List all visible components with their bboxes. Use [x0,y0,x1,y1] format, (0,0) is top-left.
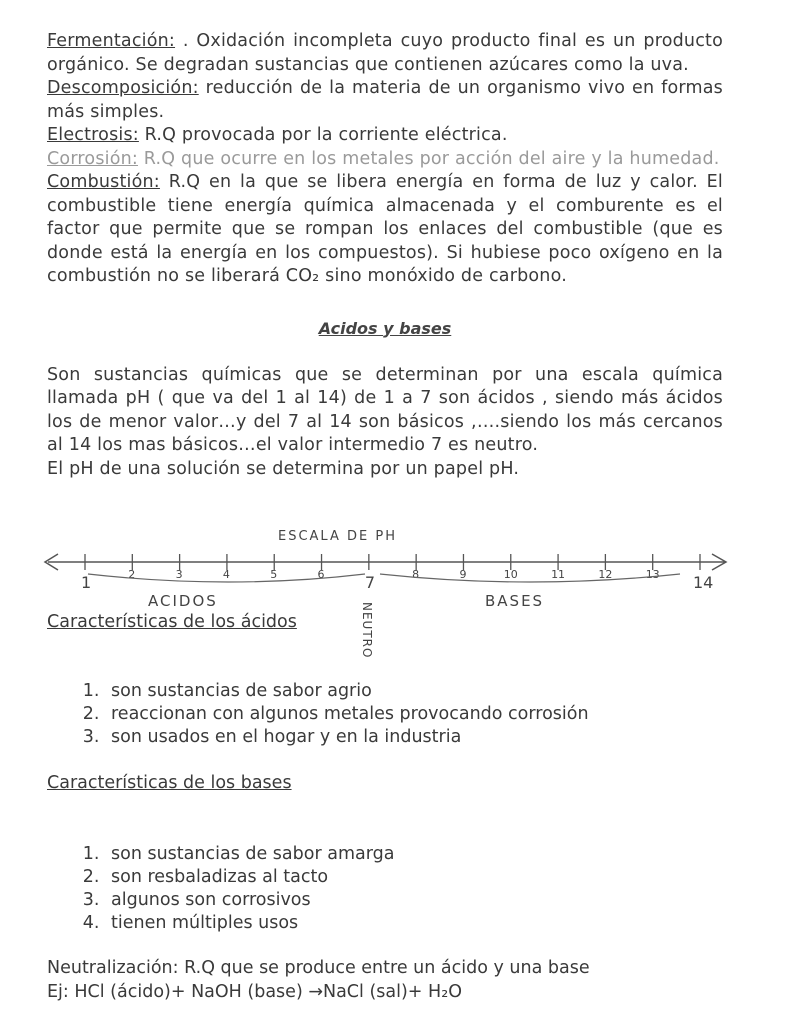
scale-number: 8 [412,568,420,581]
scale-title: ESCALA DE PH [278,529,397,544]
intro-paragraph-2: El pH de una solución se determina por un papel pH. [47,458,520,479]
scale-number: 4 [222,568,230,581]
term-text: R.Q que ocurre en los metales por acción del aire y la humedad. [138,148,720,169]
list-item: 1. son sustancias de sabor agrio [105,680,589,703]
definition-descomposicion [47,77,723,124]
neutral-label: NEUTRO [360,602,374,659]
scale-number: 1 [81,573,92,592]
scale-ticks [81,554,713,592]
acids-heading: Características de los ácidos [47,612,297,632]
scale-number: 13 [645,568,660,581]
scale-number: 14 [693,573,714,592]
definitions-block [47,30,723,481]
ph-scale-diagram [40,520,740,670]
list-item: 4. tienen múltiples usos [105,912,394,935]
definition-electrosis [47,124,723,148]
scale-number: 9 [459,568,467,581]
definition-corrosion [47,148,723,172]
term-label: Descomposición: [47,78,199,98]
section-title: Acidos y bases [318,318,452,338]
term-text: R.Q provocada por la corriente eléctrica. [138,125,508,145]
scale-number: 11 [551,568,566,581]
term-text: R.Q en la que se libera energía en forma de luz y calor. El combustible tiene energía química almacenada y el comburente es el factor que permite que se rompan los enlaces del combustible (que es donde está la energía en los compuestos). Si hubiese poco oxígeno en la combustión no se liberará CO₂ sino monóxido de carbono. [47,172,723,286]
scale-number: 10 [503,568,518,581]
list-item: 1. son sustancias de sabor amarga [105,843,394,866]
list-item: 3. algunos son corrosivos [105,889,394,912]
intro-paragraph: Son sustancias químicas que se determinan por una escala química llamada pH ( que va del 1 al 14) de 1 a 7 son ácidos , siendo más ácidos los de menor valor…y del 7 al 14 son básicos ,….siendo los más cercanos al 14 los mas básicos…el valor intermedio 7 es neutro. [47,364,723,455]
term-label: Fermentación: [47,31,176,51]
bases-list [47,843,394,935]
bases-label: BASES [485,592,545,610]
scale-number: 2 [128,568,136,581]
scale-number: 3 [175,568,183,581]
term-text: . Oxidación incompleta cuyo producto final es un producto orgánico. Se degradan sustancias que contienen azúcares como la uva. [47,31,723,75]
neutralization-example: Ej: HCl (ácido)+ NaOH (base) →NaCl (sal)+ H₂O [47,982,462,1002]
term-label: Corrosión: [47,148,139,169]
list-item: 2. reaccionan con algunos metales provocando corrosión [105,703,589,726]
term-label: Combustión: [47,172,160,192]
neutralization-definition: Neutralización: R.Q que se produce entre un ácido y una base [47,958,590,978]
scale-number: 12 [598,568,613,581]
definition-combustion [47,171,723,289]
acids-label: ACIDOS [148,592,218,610]
term-label: Electrosis: [47,125,139,145]
scale-number: 5 [270,568,278,581]
scale-number: 7 [364,573,376,592]
acids-list [47,680,589,749]
definition-fermentacion [47,30,723,77]
bases-heading: Características de los bases [47,773,292,793]
bases-brace [380,574,680,582]
scale-number: 6 [317,568,325,581]
term-text: reducción de la materia de un organismo vivo en formas más simples. [47,78,723,122]
list-item: 3. son usados en el hogar y en la industria [105,726,589,749]
list-item: 2. son resbaladizas al tacto [105,866,394,889]
